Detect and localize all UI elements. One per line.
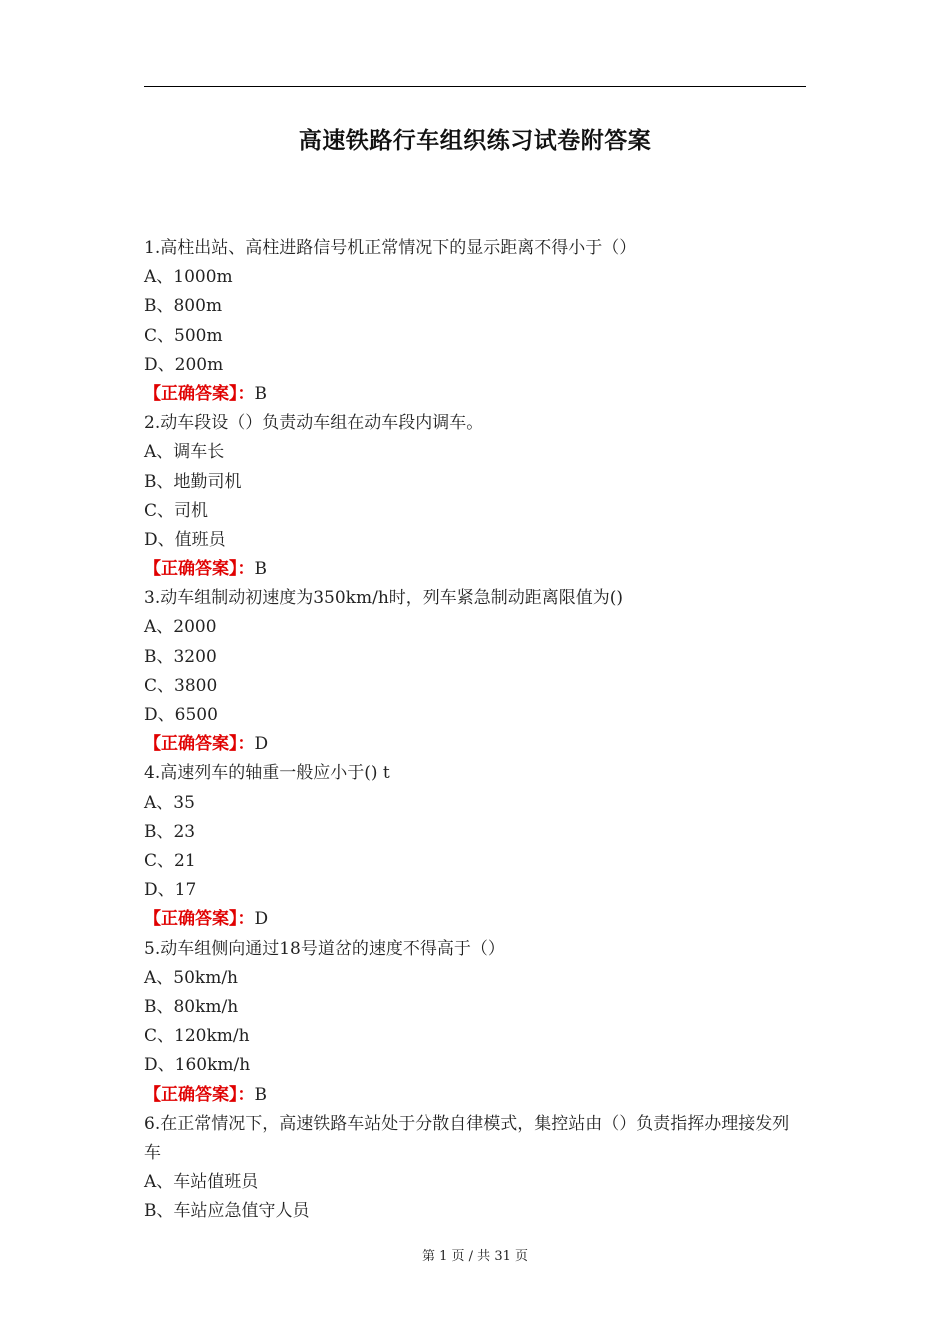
correct-answer-value: B: [254, 559, 267, 580]
question-text: 2.动车段设（）负责动车组在动车段内调车。: [144, 413, 484, 434]
answer-option: B、车站应急值守人员: [144, 1201, 310, 1222]
correct-answer: [144, 555, 806, 584]
answer-option: C、3800: [144, 675, 218, 696]
answer-option: B、23: [144, 821, 196, 842]
page-footer: 第 1 页 / 共 31 页: [422, 1249, 528, 1264]
answer-option: D、值班员: [144, 529, 226, 550]
correct-answer-value: B: [254, 1084, 267, 1105]
correct-answer: [144, 730, 806, 759]
page-title: 高速铁路行车组织练习试卷附答案: [298, 128, 652, 154]
correct-answer: [144, 1081, 806, 1110]
answer-option: A、车站值班员: [144, 1172, 259, 1193]
answer-option: A、50km/h: [144, 967, 239, 988]
answer-option: A、2000: [144, 617, 217, 638]
correct-answer-label: 【正确答案】：: [144, 559, 255, 580]
answer-option: D、6500: [144, 705, 218, 726]
answer-option: C、500m: [144, 325, 223, 346]
question-list: [144, 234, 806, 1226]
answer-option: D、200m: [144, 354, 224, 375]
correct-answer: [144, 380, 806, 409]
answer-option: A、1000m: [144, 267, 233, 288]
answer-option: C、21: [144, 851, 196, 871]
answer-option: B、地勤司机: [144, 471, 242, 492]
answer-option: C、120km/h: [144, 1026, 250, 1047]
answer-option: C、司机: [144, 500, 209, 521]
question-text: 5.动车组侧向通过18号道岔的速度不得高于（）: [144, 938, 505, 959]
correct-answer-label: 【正确答案】：: [144, 734, 255, 755]
question-text: 4.高速列车的轴重一般应小于() t: [144, 763, 390, 784]
question-text: 3.动车组制动初速度为350km/h时，列车紧急制动距离限值为(): [144, 588, 624, 609]
answer-option: D、17: [144, 880, 197, 901]
question-text: 1.高柱出站、高柱进路信号机正常情况下的显示距离不得小于（）: [144, 238, 637, 258]
answer-option: B、80km/h: [144, 996, 239, 1017]
correct-answer-value: B: [254, 383, 267, 404]
answer-option: B、800m: [144, 296, 223, 317]
correct-answer-label: 【正确答案】：: [144, 1084, 255, 1105]
answer-option: A、调车长: [144, 442, 225, 463]
answer-option: B、3200: [144, 646, 217, 667]
correct-answer-label: 【正确答案】：: [144, 383, 255, 404]
answer-option: D、160km/h: [144, 1055, 251, 1076]
correct-answer: [144, 905, 806, 934]
question-text: 6.在正常情况下，高速铁路车站处于分散自律模式，集控站由（）负责指挥办理接发列车: [144, 1113, 790, 1163]
header-rule: [144, 86, 806, 87]
correct-answer-value: D: [254, 734, 269, 755]
answer-option: A、35: [144, 792, 195, 813]
correct-answer-value: D: [254, 909, 269, 930]
correct-answer-label: 【正确答案】：: [144, 909, 255, 930]
